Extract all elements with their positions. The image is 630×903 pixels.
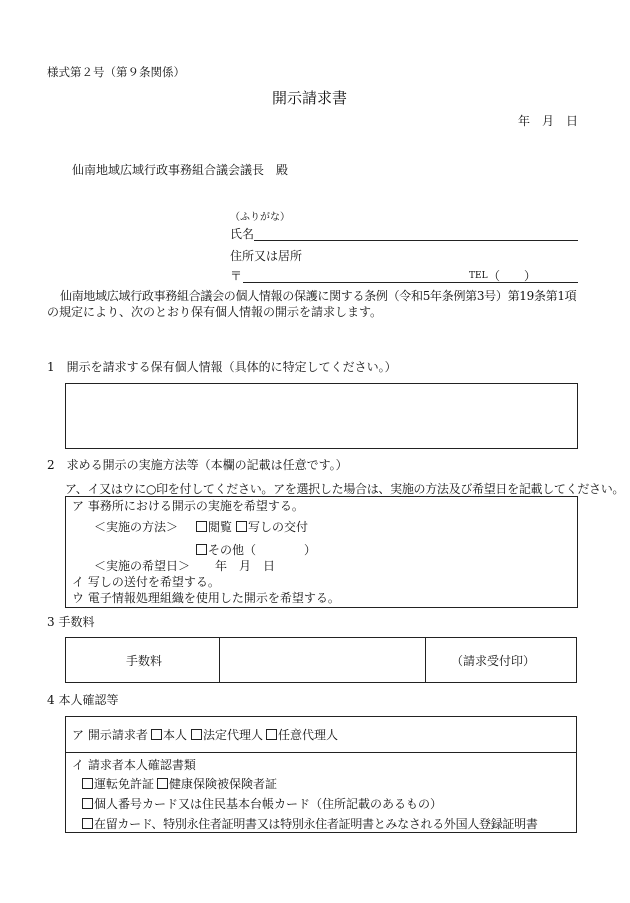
method-label: ＜実施の方法＞ [94,520,179,534]
stamp-label: （請求受付印） [451,654,536,668]
doc-mynumber-label: 個人番号カード又は住民基本台帳カード（住所記載のあるもの） [94,797,443,811]
checkbox-icon [236,521,247,532]
intro-line-2: の規定により、次のとおり保有個人情報の開示を請求します。 [47,305,383,319]
date-label: ＜実施の希望日＞ [94,559,191,573]
method-copy-label: 写しの交付 [248,520,309,534]
tel-label: TEL [469,271,488,281]
checkbox-icon [157,778,168,789]
checkbox-icon [196,521,207,532]
addressee: 仙南地域広域行政事務組合議会議長 殿 [72,163,289,177]
form-title: 開示請求書 [272,89,348,107]
option-c[interactable]: ウ 電子情報処理組織を使用した開示を希望する。 [72,591,340,605]
tel-field[interactable]: （ ） [488,269,537,283]
doc-license-label: 運転免許証 [94,777,155,791]
checkbox-icon [151,729,162,740]
name-field[interactable] [254,240,578,241]
section2-heading: 2 求める開示の実施方法等（本欄の記載は任意です。） [47,458,348,472]
section1-heading: 1 開示を請求する保有個人情報（具体的に特定してください。） [47,360,397,374]
method-copy-checkbox[interactable] [236,519,308,535]
doc-insurance-label: 健康保険被保険者証 [169,777,278,791]
postal-mark: 〒 [230,269,243,283]
method-view-checkbox[interactable] [196,519,232,535]
checkbox-icon [266,729,277,740]
method-other-checkbox[interactable] [196,542,316,558]
intro-line-1: 仙南地域広域行政事務組合議会の個人情報の保護に関する条例（令和5年条例第3号）第19条第1項 [60,289,577,303]
furigana-label: （ふりがな） [230,212,290,223]
name-label: 氏名 [230,227,255,241]
docs-heading: イ 請求者本人確認書類 [72,758,196,772]
preferred-date-field[interactable]: 年 月 日 [215,559,276,573]
requester-label: ア 開示請求者 [72,728,148,742]
checkbox-icon [82,798,93,809]
option-b[interactable]: イ 写しの送付を希望する。 [72,575,220,589]
identity-divider [65,752,577,753]
doc-license-checkbox[interactable] [82,776,154,792]
requester-self-label: 本人 [163,728,188,742]
fee-amount-field[interactable] [220,638,424,682]
requester-voluntary-checkbox[interactable] [266,727,338,743]
section3-heading: 3 手数料 [47,615,95,629]
option-a[interactable]: ア 事務所における開示の実施を希望する。 [72,499,304,513]
checkbox-icon [82,818,93,829]
checkbox-icon [196,544,207,555]
requested-info-field[interactable] [65,383,578,449]
doc-residence-label: 在留カード、特別永住者証明書又は特別永住者証明書とみなされる外国人登録証明書 [94,817,538,831]
requester-legal-checkbox[interactable] [191,727,263,743]
doc-insurance-checkbox[interactable] [157,776,277,792]
method-view-label: 閲覧 [208,520,233,534]
doc-residence-checkbox[interactable] [82,816,538,832]
section4-heading: 4 本人確認等 [47,693,119,707]
form-number: 様式第２号（第９条関係） [47,65,185,79]
fee-divider-2 [425,637,426,683]
address-label: 住所又は居所 [230,249,303,263]
requester-voluntary-label: 任意代理人 [278,728,339,742]
checkbox-icon [82,778,93,789]
requester-self-checkbox[interactable] [151,727,187,743]
fee-label: 手数料 [126,654,163,668]
doc-mynumber-checkbox[interactable] [82,796,442,812]
section2-instruction: ア、イ又はウに○印を付してください。アを選択した場合は、実施の方法及び希望日を記載してください。 [65,482,625,496]
date-line[interactable]: 年 月 日 [518,114,579,128]
checkbox-icon [191,729,202,740]
requester-legal-label: 法定代理人 [203,728,264,742]
method-other-label: その他（ ） [208,543,317,557]
